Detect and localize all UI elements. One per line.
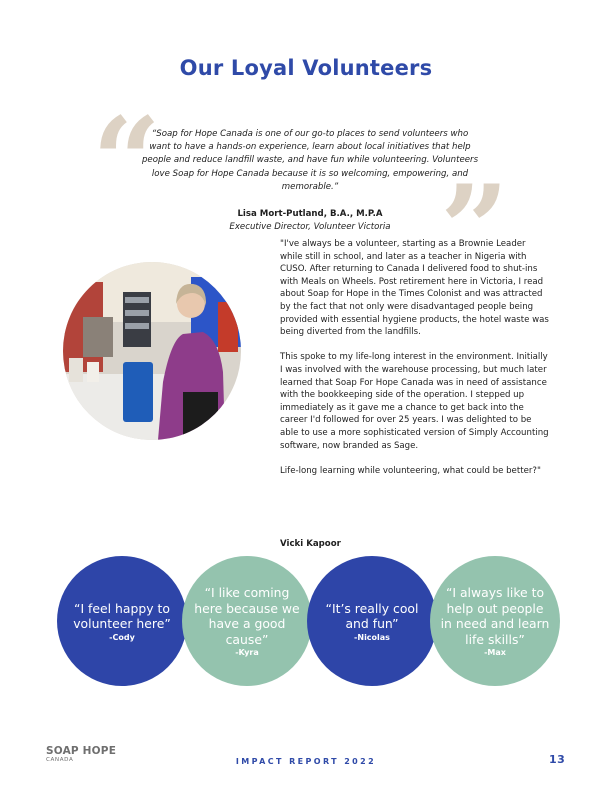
bubble-author: -Nicolas bbox=[354, 632, 390, 642]
page-title: Our Loyal Volunteers bbox=[179, 56, 433, 80]
story-paragraph: Life-long learning while volunteering, what could be better?" bbox=[280, 465, 541, 476]
volunteer-photo-illustration bbox=[63, 262, 241, 440]
close-quote-icon: ” bbox=[440, 159, 510, 300]
open-quote-icon: “ bbox=[92, 91, 162, 232]
page-number: 13 bbox=[549, 753, 566, 766]
quote-bubble-cody bbox=[57, 556, 187, 686]
bubble-quote: “I like coming here because we have a good cause” bbox=[194, 585, 300, 647]
footer-label: IMPACT REPORT 2022 bbox=[235, 757, 377, 766]
bubble-quote: “I always like to help out people in need and learn life skills” bbox=[440, 585, 550, 647]
logo-subtext: CANADA bbox=[46, 757, 74, 763]
lead-quote-role: Executive Director, Volunteer Victoria bbox=[229, 222, 391, 232]
story-author: Vicki Kapoor bbox=[280, 539, 341, 549]
bubble-author: -Kyra bbox=[235, 648, 259, 657]
story-paragraph: This spoke to my life-long interest in the environment. Initially I was involved with the warehouse processing, but much later learned that Soap For Hope Canada was in need of assistance with the bookkeeping side of the operation. I stepped up immediately as it gave me a chance to get back into the career I'd followed for over 25 years. I was delighted to be able to use a more sophisticated version of Simply Accounting software, now branded as Sage. bbox=[280, 352, 549, 451]
volunteer-story bbox=[280, 238, 550, 490]
logo-text: SOAP HOPE bbox=[46, 745, 117, 757]
bubble-author: -Max bbox=[484, 648, 506, 657]
story-paragraph: "I've always be a volunteer, starting as a Brownie Leader while still in school, and later as a teacher in Nigeria with CUSO. After returning to Canada I delivered food to shut-ins with Meals on Wheels. Post retirement here in Victoria, I read about Soap for Hope in the Times Colonist and was attracted by the fact that not only were disadvantaged people being provided with essential hygiene products, the hotel waste was being diverted from the landfills. bbox=[280, 239, 549, 338]
lead-quote-name: Lisa Mort-Putland, B.A., M.P.A bbox=[237, 209, 383, 219]
volunteer-photo bbox=[63, 262, 241, 440]
bubble-author: -Cody bbox=[109, 632, 135, 642]
quote-bubble-nicolas bbox=[307, 556, 437, 686]
bubble-quote: “I feel happy to volunteer here” bbox=[73, 600, 171, 631]
lead-quote-text: “Soap for Hope Canada is one of our go-to places to send volunteers who want to have a hands-on experience, learn about local initiatives that help people and reduce landfill waste, and have fun while volunteering. Volunteers love Soap for Hope Canada because it is so welcoming, empowering, and memorable.” bbox=[141, 129, 479, 192]
bubble-quote: “It’s really cool and fun” bbox=[325, 600, 419, 631]
quote-bubble-kyra bbox=[182, 556, 312, 686]
quote-bubble-max bbox=[430, 556, 560, 686]
